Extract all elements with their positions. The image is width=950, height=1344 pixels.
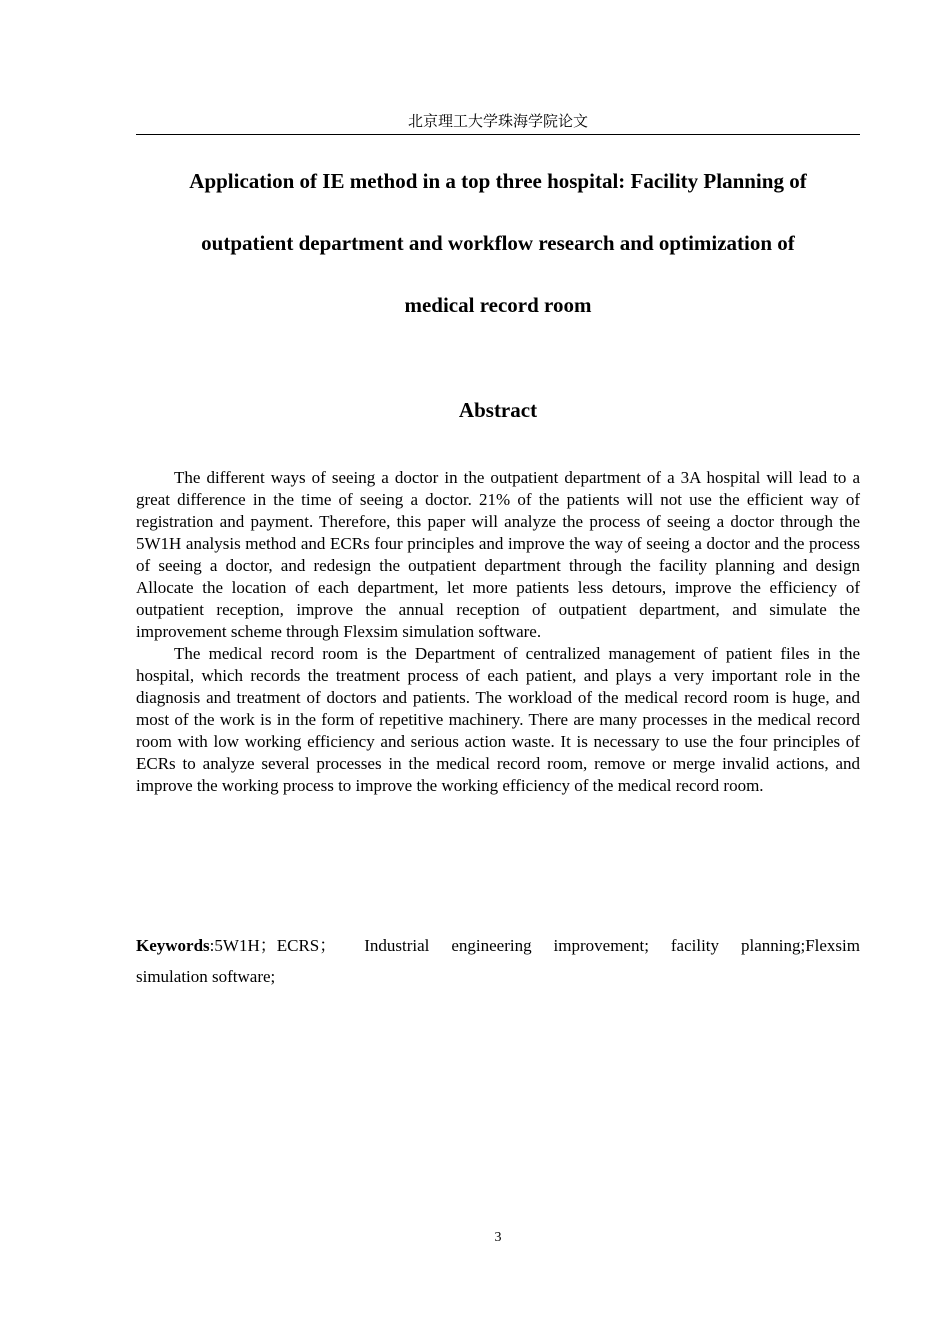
abstract-heading: Abstract [458, 398, 538, 422]
abstract-body [136, 467, 860, 797]
keywords-part-2: Industrial engineering improvement; facility planning;Flexsim simulation software; [136, 936, 860, 986]
keywords-part-1: :5W1H；ECRS； [209, 936, 337, 955]
title-line-1: Application of IE method in a top three hospital: Facility Planning of [189, 169, 807, 193]
keywords-line [136, 930, 860, 992]
abstract-paragraph-2: The medical record room is the Department of centralized management of patient files in the hospital, which records the treatment process of each patient, and plays a very important role in the diagnosis and treatment of doctors and patients. The workload of the medical record room is huge, and most of the work is in the form of repetitive machinery. There are many processes in the medical record room with low working efficiency and serious action waste. It is necessary to use the four principles of ECRs to analyze several processes in the medical record room, remove or merge invalid actions, and improve the working process to improve the working efficiency of the medical record room. [136, 644, 860, 795]
keywords-label: Keywords [136, 936, 210, 955]
title-line-3: medical record room [404, 293, 592, 317]
page-number: 3 [494, 1230, 502, 1245]
title-line-2: outpatient department and workflow research and optimization of [201, 231, 795, 255]
paper-title [136, 150, 860, 336]
running-header: 北京理工大学珠海学院论文 [136, 112, 860, 135]
abstract-paragraph-1: The different ways of seeing a doctor in the outpatient department of a 3A hospital will lead to a great difference in the time of seeing a doctor. 21% of the patients will not use the efficient way of registration and payment. Therefore, this paper will analyze the process of seeing a doctor through the 5W1H analysis method and ECRs four principles and improve the way of seeing a doctor and the process of seeing a doctor, and redesign the outpatient department through the facility planning and design Allocate the location of each department, let more patients less detours, improve the efficiency of outpatient reception, improve the annual reception of outpatient department, and simulate the improvement scheme through Flexsim simulation software. [136, 468, 860, 641]
